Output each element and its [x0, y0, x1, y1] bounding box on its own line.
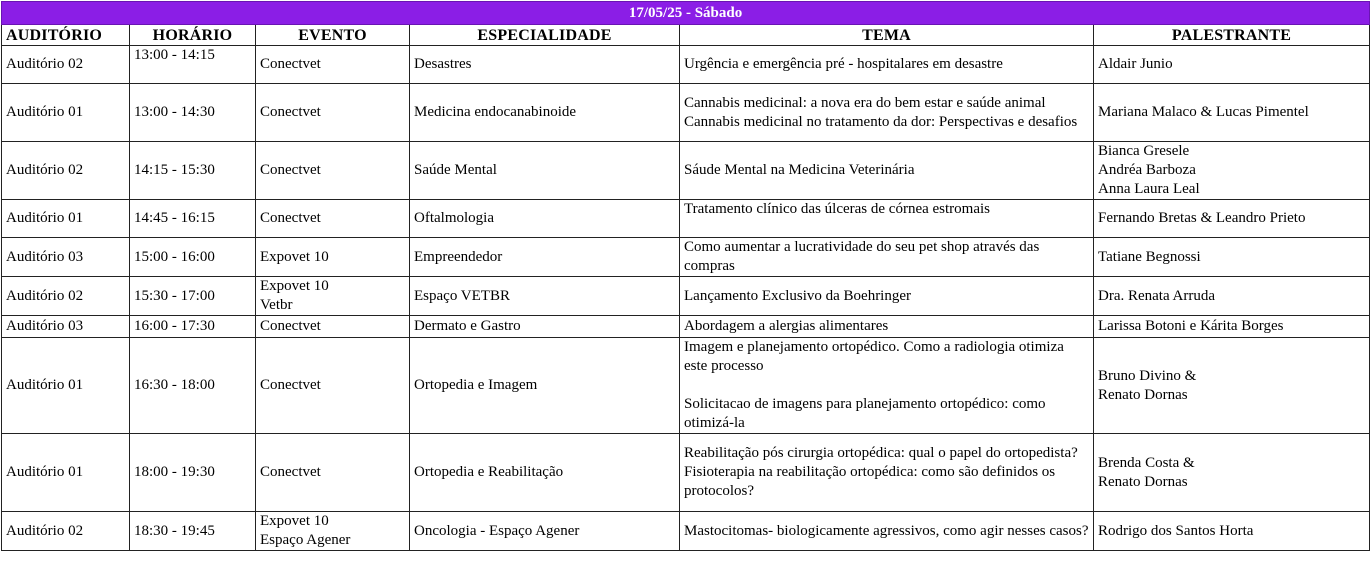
cell-evento-line: Conectvet	[260, 464, 321, 480]
cell-horario: 16:30 - 18:00	[130, 338, 256, 434]
cell-palestrante	[1094, 142, 1370, 200]
cell-palestrante	[1094, 200, 1370, 238]
cell-palestrante-line: Rodrigo dos Santos Horta	[1098, 522, 1254, 539]
cell-tema	[680, 200, 1094, 238]
cell-tema	[680, 277, 1094, 316]
header-palestrante: PALESTRANTE	[1094, 25, 1370, 46]
cell-auditorio: Auditório 02	[2, 142, 130, 200]
cell-palestrante-line: Fernando Bretas & Leandro Prieto	[1098, 210, 1306, 226]
cell-tema	[680, 46, 1094, 84]
header-auditorio: AUDITÓRIO	[2, 25, 130, 46]
cell-evento	[256, 238, 410, 277]
cell-evento	[256, 200, 410, 238]
cell-evento	[256, 316, 410, 338]
cell-palestrante	[1094, 512, 1370, 551]
cell-tema-line: Cannabis medicinal no tratamento da dor: Perspectivas e desafios	[684, 113, 1078, 130]
cell-horario: 14:45 - 16:15	[130, 200, 256, 238]
cell-tema-line: Urgência e emergência pré - hospitalares em desastre	[684, 56, 1003, 72]
table-row	[2, 46, 1370, 84]
schedule-date-title: 17/05/25 - Sábado	[2, 2, 1370, 25]
cell-auditorio: Auditório 01	[2, 84, 130, 142]
cell-tema	[680, 238, 1094, 277]
cell-palestrante	[1094, 46, 1370, 84]
cell-evento-line: Conectvet	[260, 162, 321, 178]
cell-especialidade: Empreendedor	[410, 238, 680, 277]
cell-palestrante-line: Brenda Costa &	[1098, 454, 1195, 471]
cell-horario: 16:00 - 17:30	[130, 316, 256, 338]
cell-palestrante-line: Andréa Barboza	[1098, 162, 1196, 178]
header-horario: HORÁRIO	[130, 25, 256, 46]
cell-evento-line: Expovet 10	[260, 278, 329, 294]
cell-palestrante	[1094, 434, 1370, 512]
header-evento: EVENTO	[256, 25, 410, 46]
cell-especialidade: Medicina endocanabinoide	[410, 84, 680, 142]
table-row	[2, 316, 1370, 338]
cell-auditorio: Auditório 03	[2, 238, 130, 277]
cell-horario: 14:15 - 15:30	[130, 142, 256, 200]
cell-palestrante-line: Dra. Renata Arruda	[1098, 287, 1216, 304]
cell-evento-line: Conectvet	[260, 104, 321, 120]
cell-evento	[256, 434, 410, 512]
cell-palestrante-line: Renato Dornas	[1098, 386, 1188, 403]
cell-evento	[256, 46, 410, 84]
table-row	[2, 142, 1370, 200]
cell-tema-line: Tratamento clínico das úlceras de córnea estromais	[684, 201, 991, 217]
cell-especialidade: Oncologia - Espaço Agener	[410, 512, 680, 551]
cell-especialidade: Dermato e Gastro	[410, 316, 680, 338]
cell-palestrante	[1094, 338, 1370, 434]
cell-tema-line: Sáude Mental na Medicina Veterinária	[684, 162, 915, 178]
cell-evento-line: Conectvet	[260, 377, 321, 393]
cell-especialidade: Ortopedia e Reabilitação	[410, 434, 680, 512]
cell-auditorio: Auditório 02	[2, 46, 130, 84]
cell-tema	[680, 434, 1094, 512]
table-row	[2, 277, 1370, 316]
cell-evento	[256, 512, 410, 551]
cell-palestrante	[1094, 84, 1370, 142]
cell-palestrante-line: Tatiane Begnossi	[1098, 248, 1201, 265]
cell-evento-line: Conectvet	[260, 56, 321, 72]
cell-tema	[680, 84, 1094, 142]
cell-tema-line	[684, 376, 1089, 395]
cell-especialidade: Oftalmologia	[410, 200, 680, 238]
cell-palestrante-line: Aldair Junio	[1098, 56, 1173, 72]
cell-tema-line: Como aumentar a lucratividade do seu pet shop através das compras	[684, 239, 1040, 274]
cell-especialidade: Saúde Mental	[410, 142, 680, 200]
cell-auditorio: Auditório 03	[2, 316, 130, 338]
table-row	[2, 512, 1370, 551]
cell-palestrante	[1094, 316, 1370, 338]
cell-evento-line: Vetbr	[260, 297, 293, 313]
cell-palestrante	[1094, 277, 1370, 316]
cell-evento-line: Conectvet	[260, 210, 321, 226]
cell-horario: 18:30 - 19:45	[130, 512, 256, 551]
cell-especialidade: Desastres	[410, 46, 680, 84]
cell-tema-line: Reabilitação pós cirurgia ortopédica: qual o papel do ortopedista?	[684, 445, 1078, 461]
schedule-table	[1, 1, 1370, 551]
cell-tema-line: Cannabis medicinal: a nova era do bem estar e saúde animal	[684, 94, 1046, 111]
table-row	[2, 200, 1370, 238]
cell-palestrante-line: Bruno Divino &	[1098, 367, 1197, 384]
cell-palestrante-line: Mariana Malaco & Lucas Pimentel	[1098, 104, 1309, 120]
header-row	[2, 25, 1370, 46]
cell-auditorio: Auditório 01	[2, 434, 130, 512]
cell-auditorio: Auditório 02	[2, 512, 130, 551]
cell-auditorio: Auditório 01	[2, 200, 130, 238]
cell-especialidade: Espaço VETBR	[410, 277, 680, 316]
cell-evento	[256, 338, 410, 434]
cell-palestrante-line: Bianca Gresele	[1098, 143, 1190, 159]
table-row	[2, 338, 1370, 434]
cell-tema	[680, 316, 1094, 338]
cell-horario: 15:00 - 16:00	[130, 238, 256, 277]
cell-tema	[680, 338, 1094, 434]
cell-tema-line: Abordagem a alergias alimentares	[684, 318, 889, 334]
table-row	[2, 238, 1370, 277]
cell-palestrante	[1094, 238, 1370, 277]
cell-evento	[256, 142, 410, 200]
cell-especialidade: Ortopedia e Imagem	[410, 338, 680, 434]
cell-palestrante-line: Anna Laura Leal	[1098, 181, 1200, 197]
cell-horario: 18:00 - 19:30	[130, 434, 256, 512]
cell-tema-line: Imagem e planejamento ortopédico. Como a radiologia otimiza este processo	[684, 339, 1064, 374]
cell-palestrante-line: Renato Dornas	[1098, 473, 1188, 490]
cell-evento-line: Conectvet	[260, 318, 321, 334]
cell-tema-line: Fisioterapia na reabilitação ortopédica: como são definidos os protocolos?	[684, 464, 1056, 499]
table-row	[2, 434, 1370, 512]
title-row	[2, 2, 1370, 25]
cell-tema-line: Mastocitomas- biologicamente agressivos, como agir nesses casos?	[684, 522, 1089, 539]
header-tema: TEMA	[680, 25, 1094, 46]
cell-evento	[256, 277, 410, 316]
cell-palestrante-line: Larissa Botoni e Kárita Borges	[1098, 318, 1284, 334]
cell-evento-line: Espaço Agener	[260, 532, 351, 548]
cell-auditorio: Auditório 01	[2, 338, 130, 434]
cell-horario: 13:00 - 14:15	[130, 46, 256, 84]
cell-tema-line: Solicitacao de imagens para planejamento ortopédico: como otimizá-la	[684, 396, 1046, 431]
cell-tema	[680, 142, 1094, 200]
cell-evento	[256, 84, 410, 142]
cell-tema-line: Lançamento Exclusivo da Boehringer	[684, 287, 912, 304]
cell-auditorio: Auditório 02	[2, 277, 130, 316]
cell-evento-line: Expovet 10	[260, 513, 329, 529]
cell-tema	[680, 512, 1094, 551]
table-row	[2, 84, 1370, 142]
cell-evento-line: Expovet 10	[260, 248, 329, 265]
cell-horario: 13:00 - 14:30	[130, 84, 256, 142]
header-especialidade: ESPECIALIDADE	[410, 25, 680, 46]
cell-horario: 15:30 - 17:00	[130, 277, 256, 316]
